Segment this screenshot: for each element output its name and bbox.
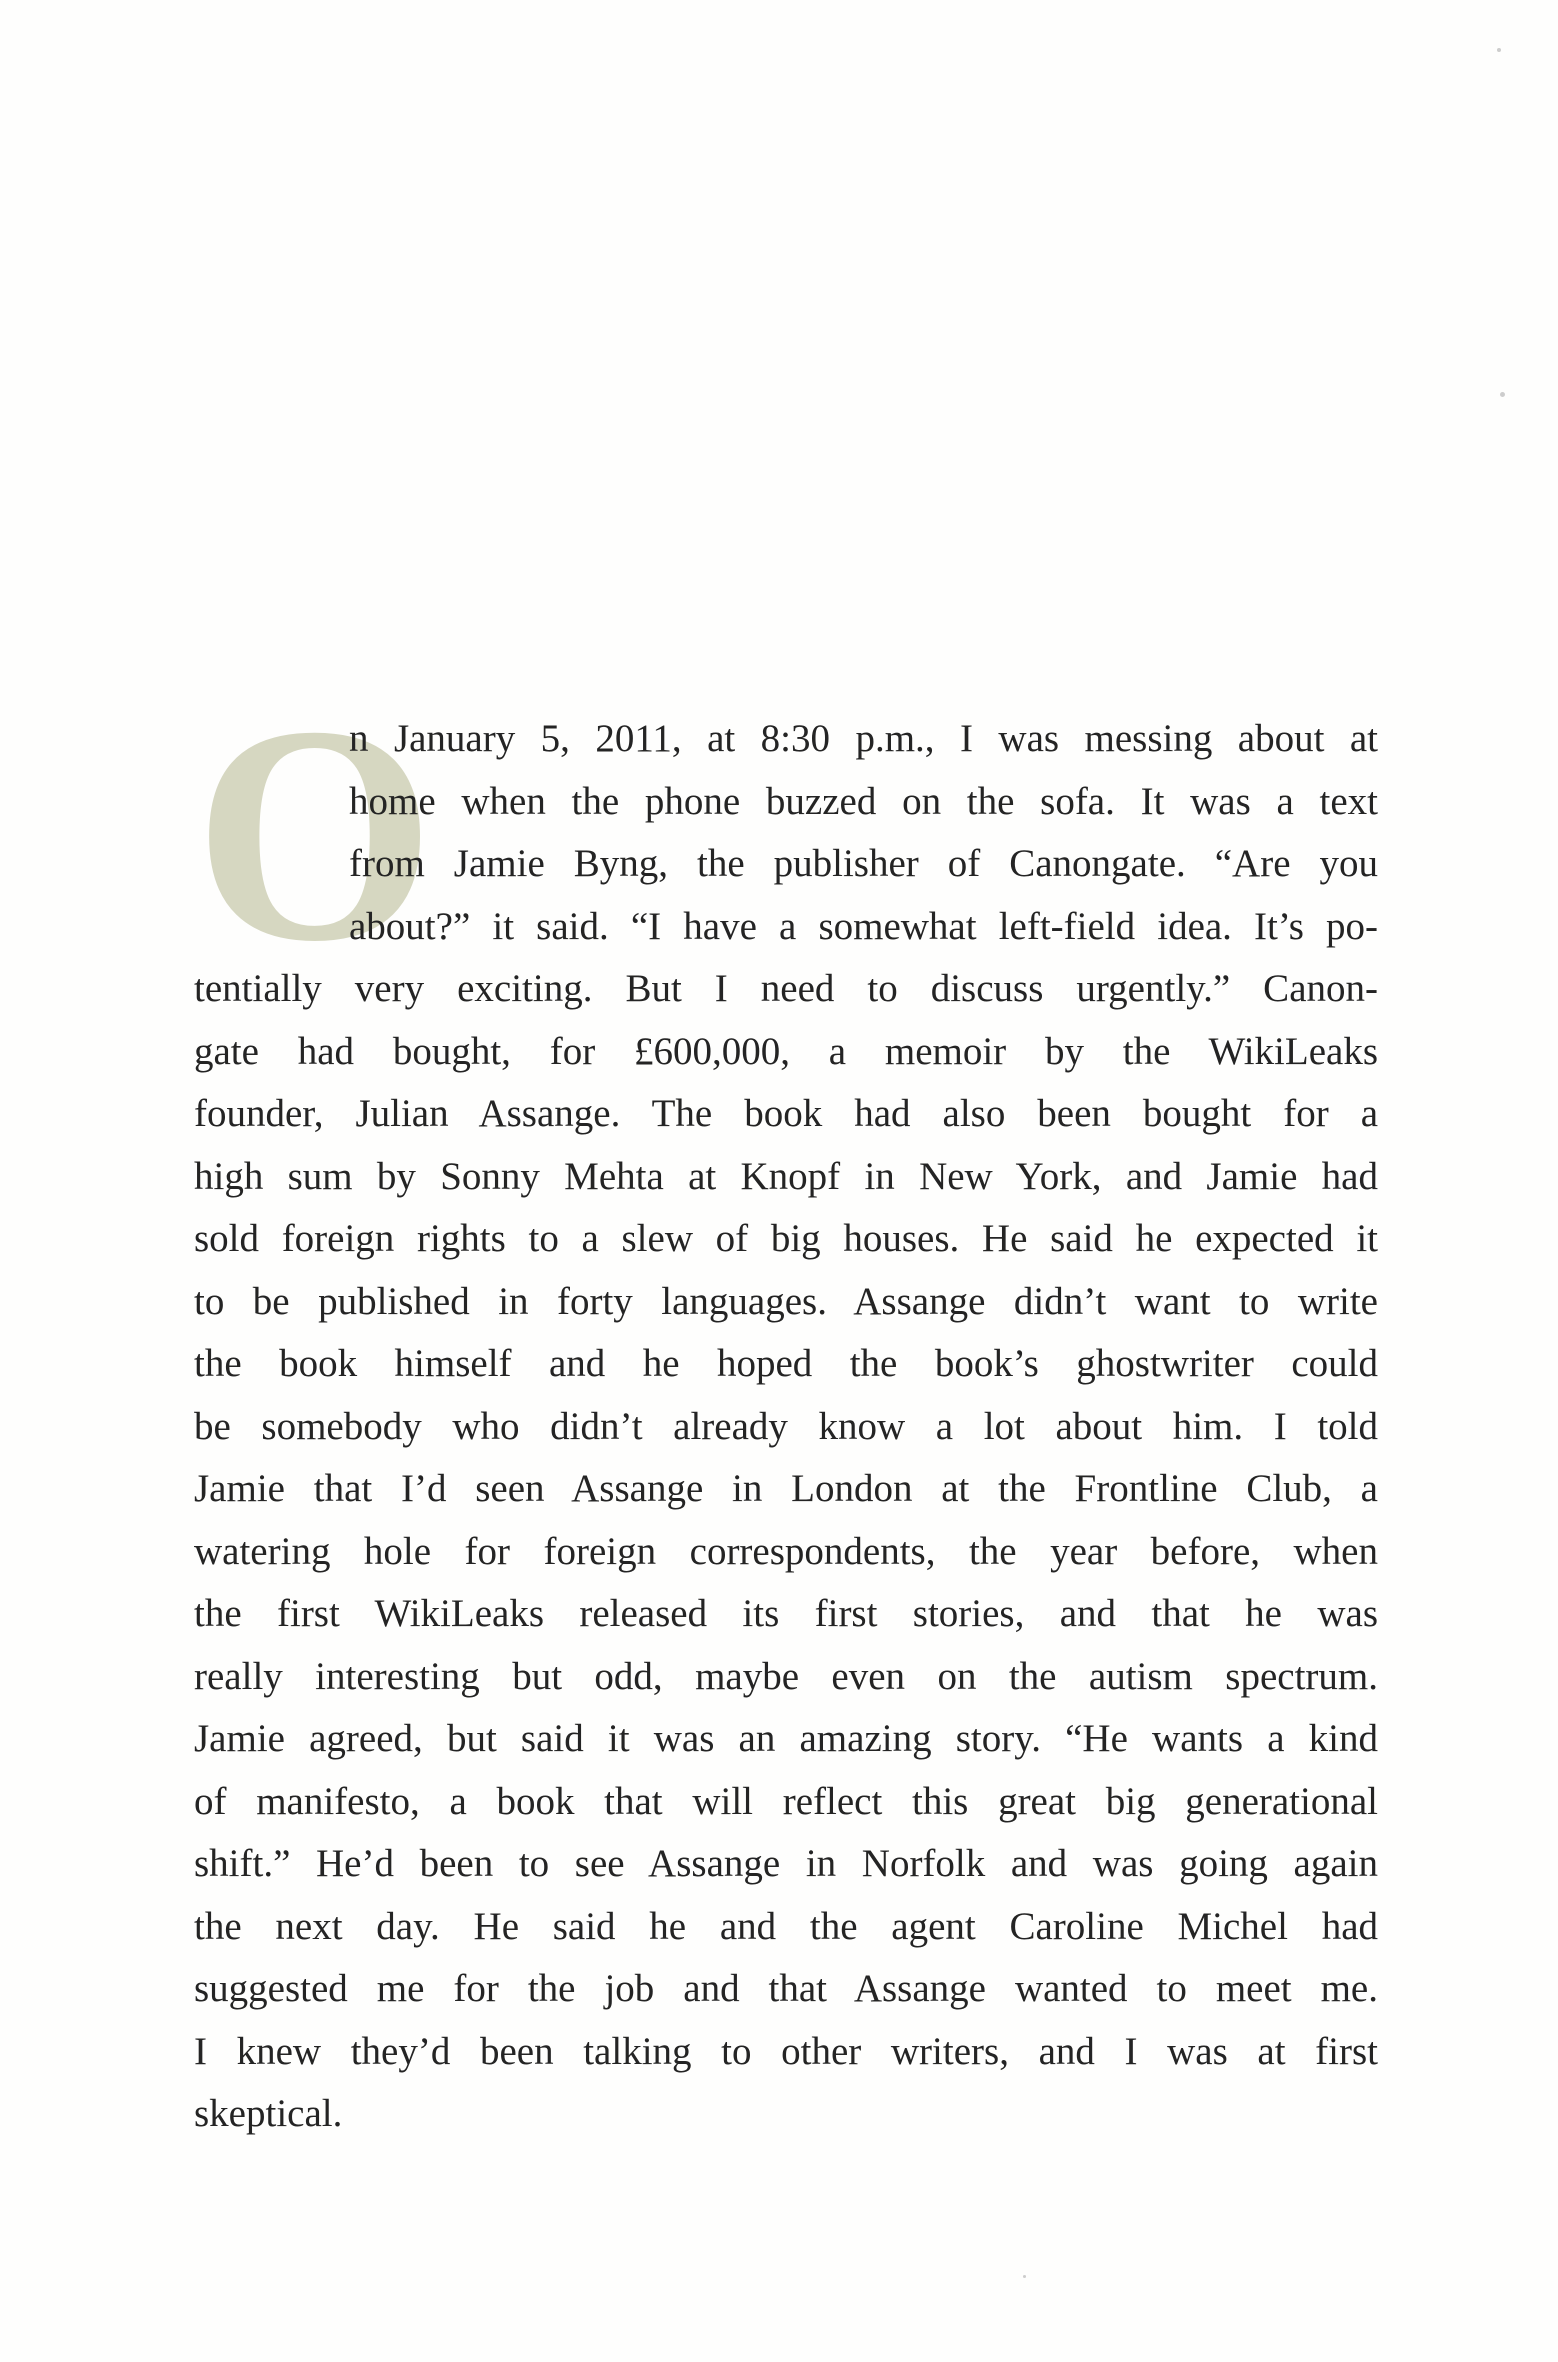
paragraph-line: be somebody who didn’t already know a lot about him. I told — [194, 1404, 1378, 1448]
paragraph-line: shift.” He’d been to see Assange in Norfolk and was going again — [194, 1842, 1378, 1885]
drop-cap: O — [194, 663, 436, 1006]
paragraph-line: to be published in forty languages. Assange didn’t want to write — [194, 1279, 1378, 1323]
scan-artifact — [1023, 2275, 1026, 2278]
paragraph-line: watering hole for foreign correspondents, the year before, when — [194, 1529, 1378, 1573]
paragraph-line: tentially very exciting. But I need to discuss urgently.” Canon- — [194, 967, 1378, 1010]
paragraph-line: suggested me for the job and that Assange wanted to meet me. — [194, 1967, 1378, 2010]
paragraph-line: from Jamie Byng, the publisher of Canongate. “Are you — [349, 842, 1378, 885]
paragraph-line: high sum by Sonny Mehta at Knopf in New York, and Jamie had — [194, 1154, 1378, 1198]
paragraph-line: home when the phone buzzed on the sofa. It was a text — [349, 779, 1378, 823]
paragraph-line: sold foreign rights to a slew of big houses. He said he expected it — [194, 1217, 1378, 1260]
paragraph-line: founder, Julian Assange. The book had also been bought for a — [194, 1092, 1378, 1135]
paragraph-line: the first WikiLeaks released its first stories, and that he was — [194, 1592, 1378, 1635]
paragraph-line: really interesting but odd, maybe even on the autism spectrum. — [194, 1654, 1378, 1698]
paragraph-line: of manifesto, a book that will reflect this great big generational — [194, 1779, 1378, 1823]
paragraph-line: Jamie that I’d seen Assange in London at the Frontline Club, a — [194, 1467, 1378, 1510]
scan-artifact — [1500, 392, 1505, 397]
scan-artifact — [1497, 48, 1501, 52]
paragraph-line: skeptical. — [194, 2092, 343, 2135]
paragraph-line: about?” it said. “I have a somewhat left-field idea. It’s po- — [349, 904, 1378, 948]
paragraph-line: I knew they’d been talking to other writers, and I was at first — [194, 2029, 1378, 2073]
paragraph-line: the next day. He said he and the agent Caroline Michel had — [194, 1904, 1378, 1948]
paragraph-line: n January 5, 2011, at 8:30 p.m., I was messing about at — [349, 717, 1378, 760]
paragraph-line: Jamie agreed, but said it was an amazing story. “He wants a kind — [194, 1717, 1378, 1760]
paragraph-line: gate had bought, for £600,000, a memoir by the WikiLeaks — [194, 1029, 1378, 1073]
chapter-opening-paragraph — [194, 663, 1378, 2146]
paragraph-line: the book himself and he hoped the book’s ghostwriter could — [194, 1342, 1378, 1385]
